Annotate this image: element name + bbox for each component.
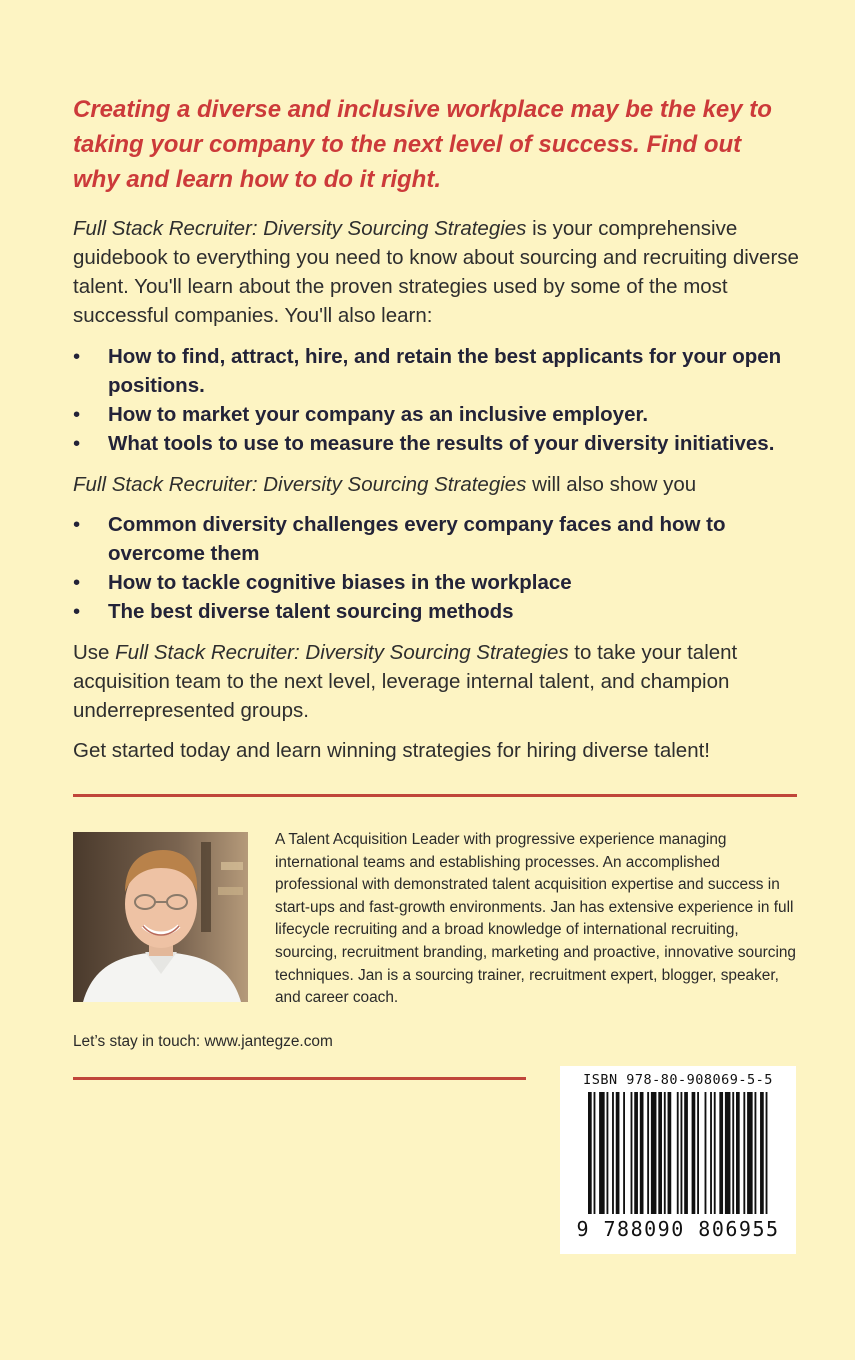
- barcode-bar: [607, 1092, 609, 1214]
- barcode-bar: [681, 1092, 683, 1214]
- barcode-bar: [692, 1092, 696, 1214]
- barcode-bars: [588, 1092, 768, 1214]
- barcode-bar: [668, 1092, 672, 1214]
- barcode-bar: [743, 1092, 745, 1214]
- isbn-label: ISBN 978-80-908069-5-5: [583, 1072, 773, 1088]
- intro-paragraph: [73, 214, 803, 330]
- contact-line: Let’s stay in touch: www.jantegze.com: [73, 1033, 333, 1050]
- list-item: • How to tackle cognitive biases in the workplace: [73, 568, 803, 597]
- barcode-bar: [705, 1092, 707, 1214]
- barcode-bar: [647, 1092, 649, 1214]
- barcode-bar: [658, 1092, 662, 1214]
- isbn-digits: 9 788090 806955: [576, 1217, 780, 1241]
- list-item: • How to market your company as an inclusive employer.: [73, 400, 803, 429]
- barcode-bar: [719, 1092, 723, 1214]
- tagline: Creating a diverse and inclusive workplace may be the key to taking your company to the next level of success. Find out why and learn how to do it right.: [73, 96, 772, 193]
- bullet-icon: •: [73, 432, 81, 455]
- barcode-bar: [631, 1092, 633, 1214]
- barcode-bar: [732, 1092, 734, 1214]
- bullet-icon: •: [73, 345, 81, 368]
- barcode-bar: [594, 1092, 596, 1214]
- barcode-bar: [612, 1092, 614, 1214]
- also-show-paragraph: Full Stack Recruiter: Diversity Sourcing Strategies will also show you: [73, 473, 697, 496]
- bullet-icon: •: [73, 403, 81, 426]
- list-item: • The best diverse talent sourcing methods: [73, 597, 803, 626]
- bullet-list-2: [73, 510, 803, 626]
- barcode-bar: [725, 1092, 731, 1214]
- barcode-bar: [710, 1092, 712, 1214]
- list-item: • Common diversity challenges every company faces and how to overcome them: [73, 510, 803, 568]
- bullet-icon: •: [73, 513, 81, 536]
- barcode-bar: [651, 1092, 657, 1214]
- barcode-bar: [677, 1092, 679, 1214]
- barcode-bar: [640, 1092, 644, 1214]
- author-photo: [73, 832, 248, 1002]
- barcode-bar: [684, 1092, 688, 1214]
- bullet-icon: •: [73, 600, 81, 623]
- barcode-bar: [599, 1092, 605, 1214]
- book-title: Full Stack Recruiter: Diversity Sourcing Strategies: [73, 217, 527, 240]
- book-title: Full Stack Recruiter: Diversity Sourcing Strategies: [73, 473, 527, 496]
- list-item: • What tools to use to measure the results of your diversity initiatives.: [73, 429, 803, 458]
- divider-top: [73, 794, 797, 797]
- use-paragraph: Use Full Stack Recruiter: Diversity Sourcing Strategies to take your talent acquisition team to the next level, leverage internal talent, and champion underrepresented groups.: [73, 641, 738, 722]
- barcode-bar: [714, 1092, 716, 1214]
- intro-text: is your comprehensive guidebook to everything you need to know about sourcing and recruiting diverse talent. You'll learn about the proven strategies used by some of the most successful companies. You'll also learn:: [73, 217, 799, 327]
- barcode-bar: [766, 1092, 768, 1214]
- isbn-barcode: [560, 1066, 796, 1254]
- barcode-bar: [634, 1092, 638, 1214]
- closing-paragraph: Get started today and learn winning strategies for hiring diverse talent!: [73, 739, 710, 762]
- barcode-bar: [736, 1092, 740, 1214]
- barcode-bar: [755, 1092, 757, 1214]
- divider-bottom: [73, 1077, 526, 1080]
- bullet-list-1: [73, 342, 803, 458]
- barcode-bar: [697, 1092, 699, 1214]
- bullet-icon: •: [73, 571, 81, 594]
- list-item: • How to find, attract, hire, and retain the best applicants for your open positions.: [73, 342, 803, 400]
- barcode-bar: [616, 1092, 620, 1214]
- barcode-bar: [664, 1092, 666, 1214]
- barcode-bar: [588, 1092, 592, 1214]
- barcode-bar: [747, 1092, 753, 1214]
- barcode-bar: [623, 1092, 625, 1214]
- author-bio: A Talent Acquisition Leader with progressive experience managing international teams and establishing processes. An accomplished professional with demonstrated talent acquisition expertise and success in start-ups and fast-growth environments. Jan has extensive experience in full lifecycle recruiting and a broad knowledge of international recruiting, sourcing, recruitment branding, marketing and proactive, innovative sourcing techniques. Jan is a sourcing trainer, recruitment expert, blogger, speaker, and career coach.: [275, 831, 796, 1007]
- book-title: Full Stack Recruiter: Diversity Sourcing Strategies: [115, 641, 569, 664]
- barcode-bar: [760, 1092, 764, 1214]
